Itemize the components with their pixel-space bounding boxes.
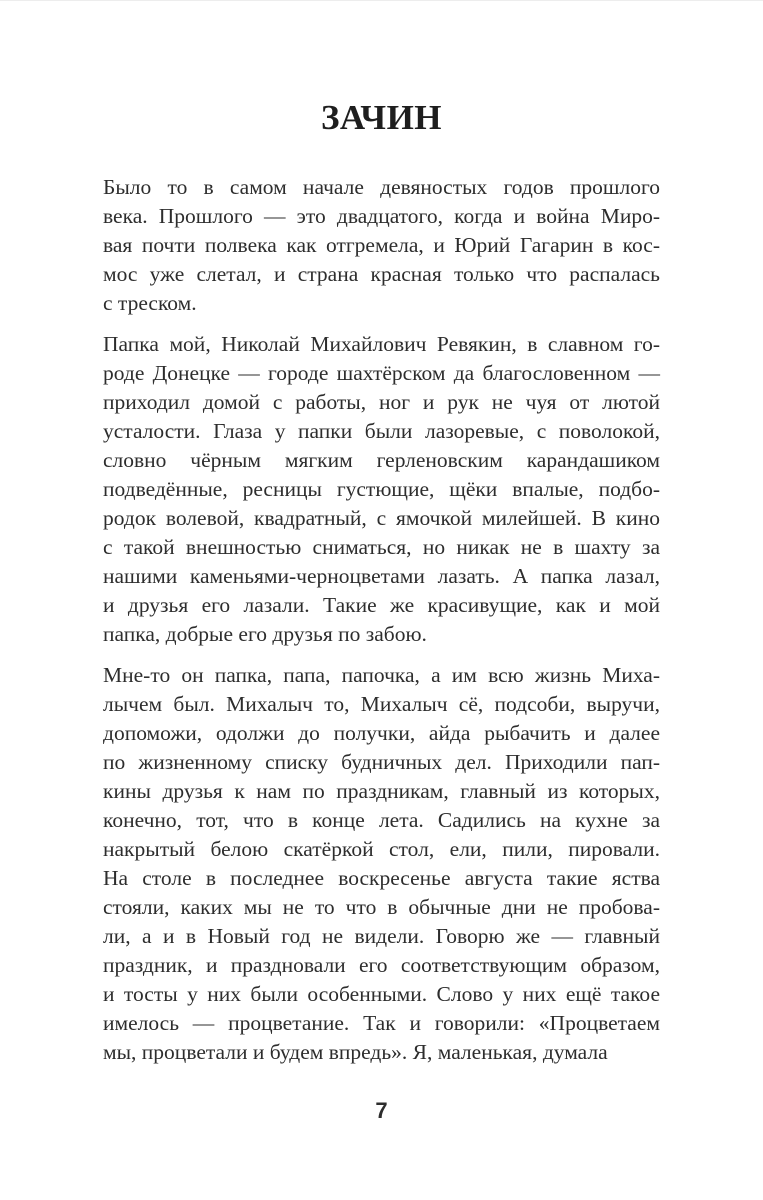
chapter-title: ЗАЧИН	[320, 98, 443, 137]
text-line: мос уже слетал, и страна красная только что распалась	[103, 262, 660, 286]
text-line: лычем был. Михалыч то, Михалыч сё, подсоби, выручи,	[103, 692, 660, 716]
body-text	[103, 173, 660, 1079]
text-line: подведённые, ресницы густющие, щёки впалые, подбо-	[103, 477, 660, 501]
text-line: с треском.	[103, 291, 197, 315]
text-line: усталости. Глаза у папки были лазоревые, с поволокой,	[103, 419, 660, 443]
text-line: мы, процветали и будем впредь». Я, маленькая, думала	[103, 1040, 608, 1064]
text-line: и тосты у них были особенными. Слово у них ещё такое	[103, 982, 660, 1006]
text-line: вая почти полвека как отгремела, и Юрий Гагарин в кос-	[103, 233, 660, 257]
text-line: Папка мой, Николай Михайлович Ревякин, в славном го-	[103, 332, 660, 356]
paragraph	[103, 661, 660, 1067]
text-line: папка, добрые его друзья по забою.	[103, 622, 427, 646]
text-line: кины друзья к нам по праздникам, главный из которых,	[103, 779, 660, 803]
paragraph	[103, 330, 660, 649]
page-number: 7	[375, 1098, 388, 1123]
text-line: родок волевой, квадратный, с ямочкой милейшей. В кино	[103, 506, 660, 530]
text-line: имелось — процветание. Так и говорили: «Процветаем	[103, 1011, 660, 1035]
text-line: Мне-то он папка, папа, папочка, а им всю жизнь Миха-	[103, 663, 660, 687]
text-line: накрытый белою скатёркой стол, ели, пили, пировали.	[103, 837, 660, 861]
text-line: Было то в самом начале девяностых годов прошлого	[103, 175, 660, 199]
text-line: стояли, каких мы не то что в обычные дни не пробова-	[103, 895, 660, 919]
text-line: нашими каменьями-черноцветами лазать. А папка лазал,	[103, 564, 660, 588]
text-line: словно чёрным мягким герленовским карандашиком	[103, 448, 660, 472]
text-line: с такой внешностью сниматься, но никак не в шахту за	[103, 535, 660, 559]
text-line: по жизненному списку будничных дел. Приходили пап-	[103, 750, 660, 774]
text-line: праздник, и праздновали его соответствующим образом,	[103, 953, 660, 977]
text-line: На столе в последнее воскресенье августа такие яства	[103, 866, 660, 890]
text-line: и друзья его лазали. Такие же красивущие, как и мой	[103, 593, 660, 617]
text-line: роде Донецке — городе шахтёрском да благословенном —	[103, 361, 660, 385]
text-line: конечно, тот, что в конце лета. Садились на кухне за	[103, 808, 660, 832]
text-line: века. Прошлого — это двадцатого, когда и война Миро-	[103, 204, 660, 228]
text-line: допоможи, одолжи до получки, айда рыбачить и далее	[103, 721, 660, 745]
paragraph	[103, 173, 660, 318]
text-line: ли, а и в Новый год не видели. Говорю же — главный	[103, 924, 660, 948]
text-line: приходил домой с работы, ног и рук не чуя от лютой	[103, 390, 660, 414]
